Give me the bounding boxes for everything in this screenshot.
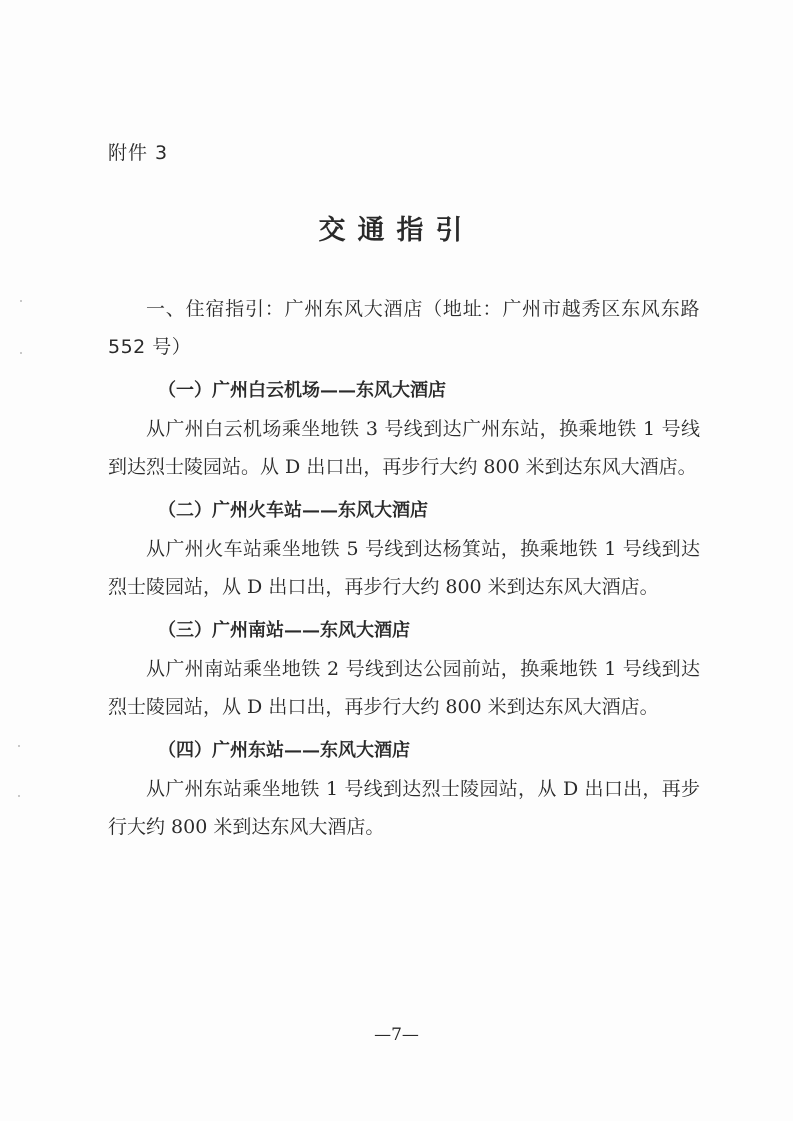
document-body — [108, 290, 700, 846]
section-body-2: 从广州火车站乘坐地铁 5 号线到达杨箕站，换乘地铁 1 号线到达烈士陵园站，从 D 出口出，再步行大约 800 米到达东风大酒店。 — [108, 538, 700, 598]
scan-speck — [18, 795, 20, 797]
scan-speck — [18, 745, 20, 747]
section-heading-3: （三）广州南站——东风大酒店 — [158, 620, 410, 641]
attachment-label: 附件 3 — [108, 142, 169, 164]
section-body-4: 从广州东站乘坐地铁 1 号线到达烈士陵园站，从 D 出口出，再步行大约 800 米到达东风大酒店。 — [108, 778, 700, 838]
intro-paragraph: 一、住宿指引：广州东风大酒店（地址：广州市越秀区东风东路 552 号） — [108, 298, 700, 358]
scan-speck — [20, 352, 22, 354]
section-body-1: 从广州白云机场乘坐地铁 3 号线到达广州东站，换乘地铁 1 号线到达烈士陵园站。从 D 出口出，再步行大约 800 米到达东风大酒店。 — [108, 418, 700, 478]
section-body-3: 从广州南站乘坐地铁 2 号线到达公园前站，换乘地铁 1 号线到达烈士陵园站，从 D 出口出，再步行大约 800 米到达东风大酒店。 — [108, 658, 700, 718]
page-number: —7— — [374, 1025, 419, 1045]
section-heading-1: （一）广州白云机场——东风大酒店 — [158, 380, 446, 401]
scan-speck — [20, 300, 22, 302]
page-title: 交通指引 — [318, 215, 475, 246]
section-heading-4: （四）广州东站——东风大酒店 — [158, 740, 410, 761]
section-heading-2: （二）广州火车站——东风大酒店 — [158, 500, 428, 521]
